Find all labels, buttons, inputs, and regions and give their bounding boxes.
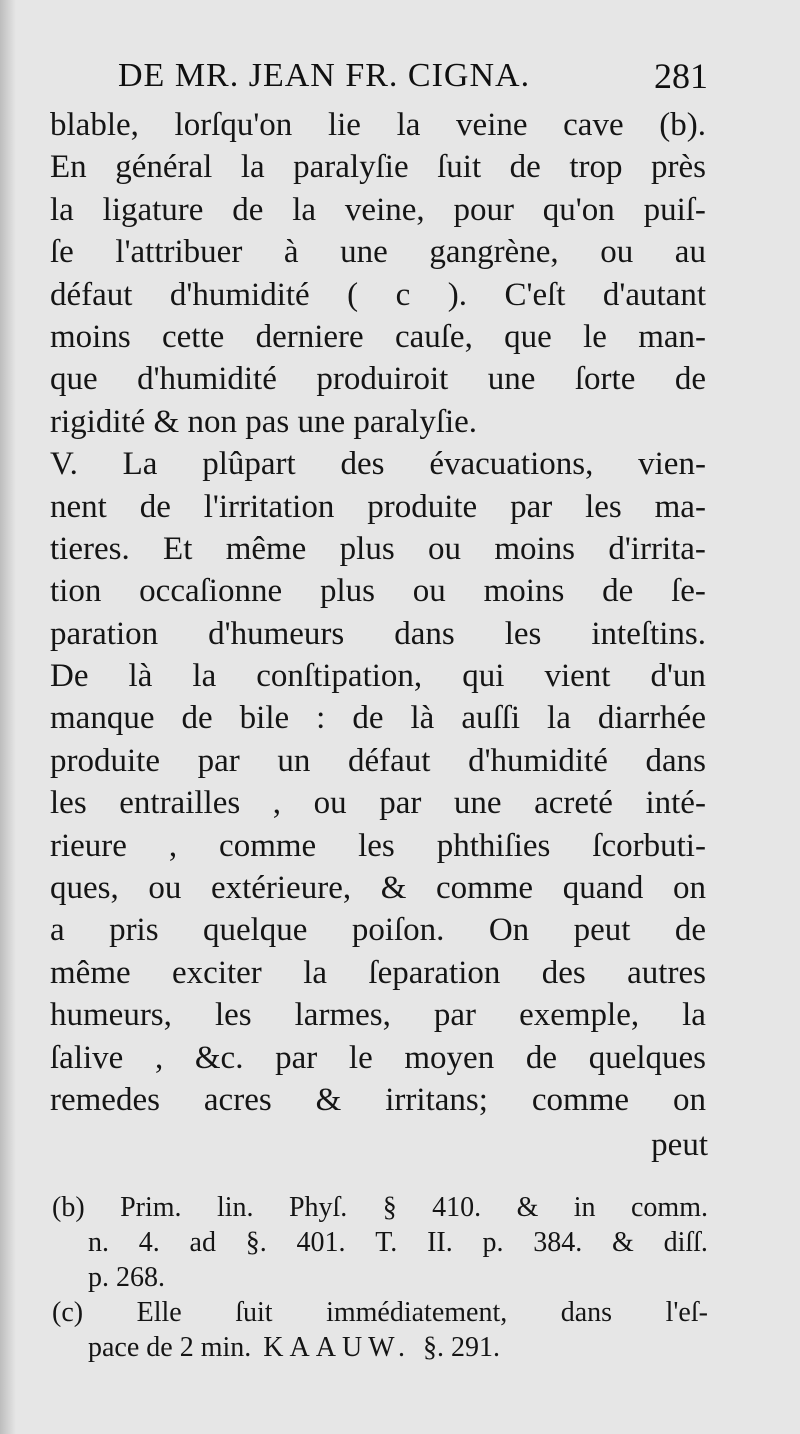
- word: diarrhée: [597, 700, 706, 737]
- word: que: [50, 361, 98, 398]
- word: lorſqu'on: [174, 107, 293, 143]
- word: conſtipation,: [256, 658, 423, 695]
- text-line: [50, 952, 706, 994]
- text-line: rigidité & non pas une paralyſie.: [50, 403, 478, 440]
- word: les: [504, 615, 542, 652]
- word: défaut: [50, 276, 133, 313]
- text-line: [50, 316, 706, 358]
- text-line: [50, 570, 706, 612]
- word: une: [340, 234, 388, 271]
- word: moins: [494, 530, 576, 567]
- word: rieure: [50, 827, 127, 864]
- word: vient: [544, 658, 611, 695]
- word: la: [50, 191, 74, 228]
- word: quelques: [588, 1039, 706, 1076]
- text-line: [50, 528, 706, 570]
- word: paration: [50, 615, 159, 652]
- word: une: [453, 785, 502, 822]
- word: c: [395, 276, 411, 313]
- word: ques,: [50, 870, 119, 907]
- word: veine,: [344, 191, 425, 228]
- word: diſſ.: [663, 1227, 708, 1258]
- word: autres: [627, 954, 706, 991]
- word: ſuit: [235, 1297, 273, 1328]
- word: produite: [367, 488, 478, 525]
- word: ſe-: [671, 573, 706, 610]
- word: gangrène,: [429, 234, 559, 271]
- word: d'humidité: [468, 742, 608, 779]
- word: les: [214, 997, 252, 1034]
- word: d'un: [650, 658, 706, 695]
- word: (c): [52, 1297, 84, 1328]
- word: En: [50, 149, 87, 186]
- word: man-: [638, 318, 706, 355]
- word: général: [115, 149, 213, 186]
- word: ma-: [654, 488, 706, 525]
- word: défaut: [348, 742, 431, 779]
- word: par: [379, 785, 422, 822]
- footnote-c-line-2: [52, 1330, 708, 1365]
- text-line: [50, 1037, 706, 1079]
- word: même: [50, 954, 131, 991]
- word: II.: [427, 1227, 453, 1258]
- word: qu'on: [542, 191, 615, 228]
- word: 4.: [138, 1227, 160, 1258]
- word: quand: [562, 870, 644, 907]
- word: une: [487, 361, 536, 398]
- word: les: [50, 785, 87, 822]
- word: on: [672, 870, 706, 907]
- word: pris: [109, 912, 159, 949]
- text-line: [50, 104, 706, 146]
- text-line: [50, 655, 706, 697]
- page-edge-shadow: [0, 0, 16, 1434]
- footnote-b-line-3: [52, 1260, 708, 1295]
- word: (b).: [659, 107, 706, 143]
- word: 401.: [296, 1227, 346, 1258]
- word: d'humeurs: [208, 615, 345, 652]
- word: peut: [573, 912, 631, 949]
- word: d'humidité: [169, 276, 310, 313]
- text-line: [50, 443, 706, 485]
- word: la: [303, 954, 328, 991]
- word: T.: [375, 1227, 398, 1258]
- word: que: [504, 318, 552, 355]
- word: On: [488, 912, 530, 949]
- word: de: [602, 573, 634, 610]
- word: dans: [645, 742, 706, 779]
- word: l'eſ-: [665, 1297, 708, 1328]
- word: &: [315, 1081, 342, 1118]
- word: V.: [50, 446, 78, 483]
- word: derniere: [255, 318, 364, 355]
- word: immédiatement,: [326, 1297, 508, 1328]
- word: produite: [50, 742, 160, 779]
- word: la: [396, 107, 421, 143]
- word: Prim.: [120, 1192, 182, 1223]
- word: ou: [148, 870, 182, 907]
- word: la: [547, 700, 571, 737]
- word: par: [197, 742, 240, 779]
- word: irritans;: [385, 1081, 488, 1118]
- word: inteſtins.: [591, 615, 706, 652]
- word: par: [510, 488, 553, 525]
- footnote-c-text: pace de 2 min.: [88, 1332, 252, 1363]
- word: ſuit: [437, 149, 482, 186]
- word: Phyſ.: [288, 1192, 348, 1223]
- word: de: [181, 700, 213, 737]
- text-line: [50, 909, 706, 951]
- word: de: [509, 149, 541, 186]
- word: poiſon.: [351, 912, 445, 949]
- word: moyen: [404, 1039, 495, 1076]
- word: p.: [482, 1227, 504, 1258]
- word: d'autant: [602, 276, 706, 313]
- word: cette: [161, 318, 225, 355]
- word: produiroit: [316, 361, 449, 398]
- footnote-b-line-2: [52, 1225, 708, 1260]
- word: Et: [163, 530, 193, 567]
- word: inté-: [645, 785, 706, 822]
- word: n.: [88, 1227, 109, 1258]
- word: §.: [245, 1227, 267, 1258]
- word: un: [277, 742, 311, 779]
- word: puiſ-: [643, 191, 706, 228]
- word: ,: [272, 785, 282, 822]
- word: ſe: [50, 234, 74, 271]
- text-line: [50, 1079, 706, 1121]
- running-title: DE MR. JEAN FR. CIGNA.: [118, 57, 531, 94]
- word: de: [352, 700, 384, 737]
- text-line: [50, 358, 706, 400]
- word: près: [651, 149, 706, 186]
- word: vien-: [638, 446, 706, 483]
- word: l'irritation: [203, 488, 335, 525]
- word: trop: [569, 149, 623, 186]
- word: 384.: [533, 1227, 583, 1258]
- text-line: [50, 825, 706, 867]
- word: (b): [52, 1192, 85, 1223]
- word: acres: [203, 1081, 272, 1118]
- word: la: [292, 191, 317, 228]
- word: phthiſies: [436, 827, 551, 864]
- word: les: [585, 488, 622, 525]
- word: ſalive: [50, 1039, 124, 1076]
- word: plus: [339, 530, 395, 567]
- word: blable,: [50, 107, 139, 143]
- word: §: [382, 1192, 397, 1223]
- text-line: [50, 613, 706, 655]
- word: acreté: [534, 785, 613, 822]
- word: cauſe,: [394, 318, 473, 355]
- word: cave: [563, 107, 624, 143]
- word: la: [682, 997, 706, 1034]
- word: comme: [435, 870, 534, 907]
- word: lin.: [216, 1192, 254, 1223]
- word: ,: [168, 827, 178, 864]
- footnote-c-line-1: [52, 1295, 708, 1330]
- word: :: [316, 700, 326, 737]
- word: extérieure,: [210, 870, 352, 907]
- word: là: [128, 658, 153, 695]
- body-text: [50, 104, 706, 1121]
- word: des: [541, 954, 586, 991]
- word: par: [275, 1039, 318, 1076]
- page-header: [118, 52, 708, 100]
- word: qui: [462, 658, 505, 695]
- word: le: [583, 318, 607, 355]
- text-line: [50, 994, 706, 1036]
- word: plus: [319, 573, 375, 610]
- word: &: [612, 1227, 634, 1258]
- word: de: [674, 361, 706, 398]
- word: même: [225, 530, 307, 567]
- text-line: [50, 231, 706, 273]
- word: &c.: [194, 1039, 244, 1076]
- word: de: [232, 191, 264, 228]
- word: des: [340, 446, 385, 483]
- word: d'irrita-: [608, 530, 706, 567]
- word: in: [573, 1192, 596, 1223]
- word: remedes: [50, 1081, 160, 1118]
- word: moins: [483, 573, 565, 610]
- footnote-c-section: §. 291.: [423, 1332, 501, 1363]
- word: C'eſt: [504, 276, 566, 313]
- word: larmes,: [294, 997, 391, 1034]
- text-line: [50, 740, 706, 782]
- word: ,: [154, 1039, 164, 1076]
- word: entrailles: [119, 785, 241, 822]
- word: là: [410, 700, 435, 737]
- word: ou: [412, 573, 446, 610]
- word: tieres.: [50, 530, 130, 567]
- word: (: [347, 276, 359, 313]
- word: la: [240, 149, 265, 186]
- text-line: [50, 697, 706, 739]
- word: moins: [50, 318, 131, 355]
- word: &: [516, 1192, 539, 1223]
- footnotes: [52, 1190, 708, 1365]
- text-line: [50, 146, 706, 188]
- word: nent: [50, 488, 107, 525]
- word: de: [139, 488, 171, 525]
- word: comme: [219, 827, 317, 864]
- word: par: [433, 997, 477, 1034]
- word: Elle: [136, 1297, 182, 1328]
- word: dans: [560, 1297, 613, 1328]
- word: l'attribuer: [115, 234, 243, 271]
- word: évacuations,: [429, 446, 594, 483]
- word: les: [358, 827, 395, 864]
- footnote-b-line-3-text: p. 268.: [88, 1262, 165, 1293]
- word: auſſi: [461, 700, 521, 737]
- word: comm.: [630, 1192, 708, 1223]
- word: plûpart: [202, 446, 296, 483]
- text-line: [50, 782, 706, 824]
- word: manque: [50, 700, 155, 737]
- word: à: [283, 234, 299, 271]
- word: ſeparation: [368, 954, 501, 991]
- text-line: [50, 486, 706, 528]
- word: &: [380, 870, 407, 907]
- word: occaſionne: [139, 573, 283, 610]
- word: tion: [50, 573, 102, 610]
- word: ſcorbuti-: [592, 827, 706, 864]
- word: pour: [453, 191, 514, 228]
- word: d'humidité: [137, 361, 277, 398]
- word: au: [674, 234, 706, 271]
- word: on: [672, 1081, 706, 1118]
- word: ligature: [102, 191, 204, 228]
- word: exemple,: [519, 997, 640, 1034]
- word: a: [50, 912, 65, 949]
- word: bile: [239, 700, 290, 737]
- page-number: 281: [654, 56, 708, 96]
- catchword: peut: [651, 1127, 708, 1163]
- word: le: [348, 1039, 373, 1076]
- word: de: [525, 1039, 558, 1076]
- word: exciter: [172, 954, 262, 991]
- word: la: [192, 658, 217, 695]
- word: ).: [447, 276, 468, 313]
- word: quelque: [202, 912, 308, 949]
- word: 410.: [432, 1192, 482, 1223]
- word: De: [50, 658, 89, 695]
- word: ad: [189, 1227, 216, 1258]
- word: ou: [428, 530, 462, 567]
- word: veine: [456, 107, 528, 143]
- word: lie: [327, 107, 361, 143]
- word: ou: [313, 785, 347, 822]
- word: humeurs,: [50, 997, 172, 1034]
- footnote-c-author: KAAUW.: [263, 1332, 412, 1363]
- word: dans: [394, 615, 455, 652]
- text-line: [50, 867, 706, 909]
- text-line: [50, 189, 706, 231]
- word: ſorte: [574, 361, 636, 398]
- word: paralyſie: [293, 149, 409, 186]
- footnote-b-line-1: [52, 1190, 708, 1225]
- word: ou: [600, 234, 634, 271]
- word: La: [122, 446, 158, 483]
- word: de: [674, 912, 706, 949]
- text-line: [50, 274, 706, 316]
- word: comme: [531, 1081, 630, 1118]
